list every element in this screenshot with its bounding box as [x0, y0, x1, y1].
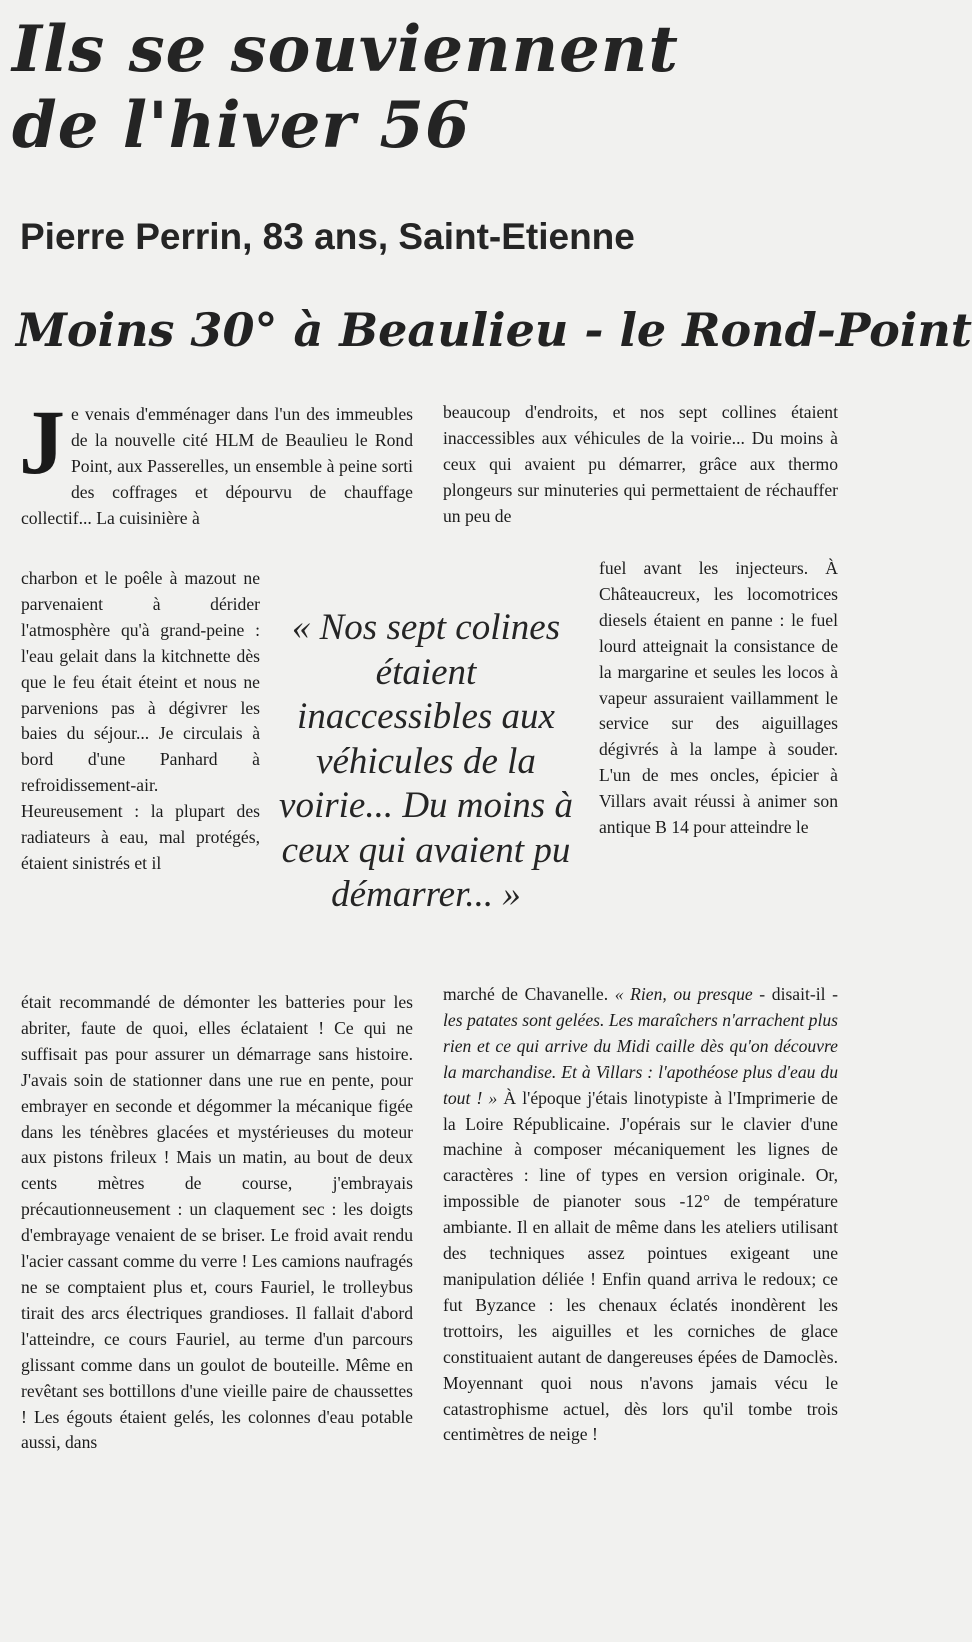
right-column-top	[443, 400, 838, 530]
right-narrow-text: fuel avant les injecteurs. À Châteaucreux, les locomotrices diesels étaient en panne : le fuel lourd atteignait la consistance de la margarine et seules les locos à vapeur assuraient vaillamment le service sur des aiguillages dégivrés à la lampe à souder. L'un de mes oncles, épicier à Villars avait réussi à animer son antique B 14 pour atteindre le	[599, 558, 838, 838]
title-line-1: Ils se souviennent	[12, 12, 679, 87]
article-title	[12, 12, 852, 164]
quote-rien: « Rien, ou presque	[614, 984, 753, 1004]
right-column-narrow	[599, 556, 838, 841]
right-column-bottom	[443, 982, 838, 1448]
left-top-text: e venais d'emménager dans l'un des immeubles de la nouvelle cité HLM de Beaulieu le Rond Point, aux Passerelles, un ensemble à peine sorti des coffrages et dépourvu de chauffage collectif... La cuisinière à	[21, 404, 413, 528]
headline: Moins 30° à Beaulieu - le Rond-Point	[16, 303, 972, 357]
left-column-narrow	[21, 566, 260, 877]
left-narrow-text: charbon et le poêle à mazout ne parvenaient à dérider l'atmosphère qu'à grand-peine : l'eau gelait dans la kitchnette dès que le feu était éteint et nous ne parvenions pas à dégivrer les baies du séjour... Je circulais à bord d'une Panhard à refroidissement-air. Heureusement : la plupart des radiateurs à eau, mal protégés, étaient sinistrés et il	[21, 568, 260, 873]
right-bottom-text-a: marché de Chavanelle.	[443, 984, 615, 1004]
pull-quote: « Nos sept colines étaient inaccessibles aux véhicules de la voirie... Du moins à ceux qui avaient pu démarrer... »	[279, 607, 573, 915]
quote-patates: les patates sont gelées. Les maraîchers n'arrachent plus rien et ce qui arrive du Midi caille dès qu'on découvre la marchandise. Et à Villars : l'apothéose plus d'eau du tout ! »	[443, 1009, 838, 1108]
left-column-bottom	[21, 990, 413, 1456]
right-top-text: beaucoup d'endroits, et nos sept collines étaient inaccessibles aux véhicules de la voirie... Du moins à ceux qui avaient pu démarrer, grâce aux thermo plongeurs sur minuteries qui permettaient de réchauffer un peu de	[443, 402, 838, 526]
left-column-top	[19, 391, 413, 532]
right-bottom-text-b: - disait-il -	[752, 984, 838, 1004]
left-bottom-text: était recommandé de démonter les batteries pour les abriter, faute de quoi, elles éclataient ! Ce qui ne suffisait pas pour assurer un démarrage sans histoire. J'avais soin de stationner dans une rue en pente, pour embrayer en seconde et dégommer la mécanique figée dans les ténèbres glacées et mystérieuses du moteur aux pistons frileux ! Mais un matin, au bout de deux cents mètres de course, j'embrayais précautionneusement : un claquement sec : les doigts d'embrayage venaient de se briser. Le froid avait rendu l'acier cassant comme du verre ! Les camions naufragés ne se comptaient plus et, cours Fauriel, le trolleybus tirait des arcs électriques grandioses. Il fallait d'abord l'atteindre, ce cours Fauriel, au terme d'un parcours glissant comme dans un goulot de bouteille. Même en revêtant ses bottillons d'une vieille paire de chaussettes ! Les égouts étaient gelés, les colonnes d'eau potable aussi, dans	[21, 992, 414, 1453]
byline: Pierre Perrin, 83 ans, Saint-Etienne	[20, 216, 635, 257]
title-line-2: de l'hiver 56	[12, 88, 471, 163]
right-bottom-text	[443, 982, 838, 1448]
right-bottom-text-c: À l'époque j'étais linotypiste à l'Imprimerie de la Loire Républicaine. J'opérais sur le clavier d'une machine à composer mécaniquement les lignes de caractères : line of types en version originale. Or, impossible de pianoter sous -12° de température ambiante. Il en allait de même dans les ateliers utilisant des techniques assez pointues exigeant une manipulation déliée ! Enfin quand arriva le redoux; ce fut Byzance : les chenaux éclatés inondèrent les trottoirs, les aiguilles et les corniches de glace constituaient autant de dangereuses épées de Damoclès. Moyennant quoi nous n'avons jamais vécu le catastrophisme actuel, dès lors qu'il tombe trois centimètres de neige !	[443, 1087, 838, 1445]
drop-cap: J	[19, 391, 65, 493]
